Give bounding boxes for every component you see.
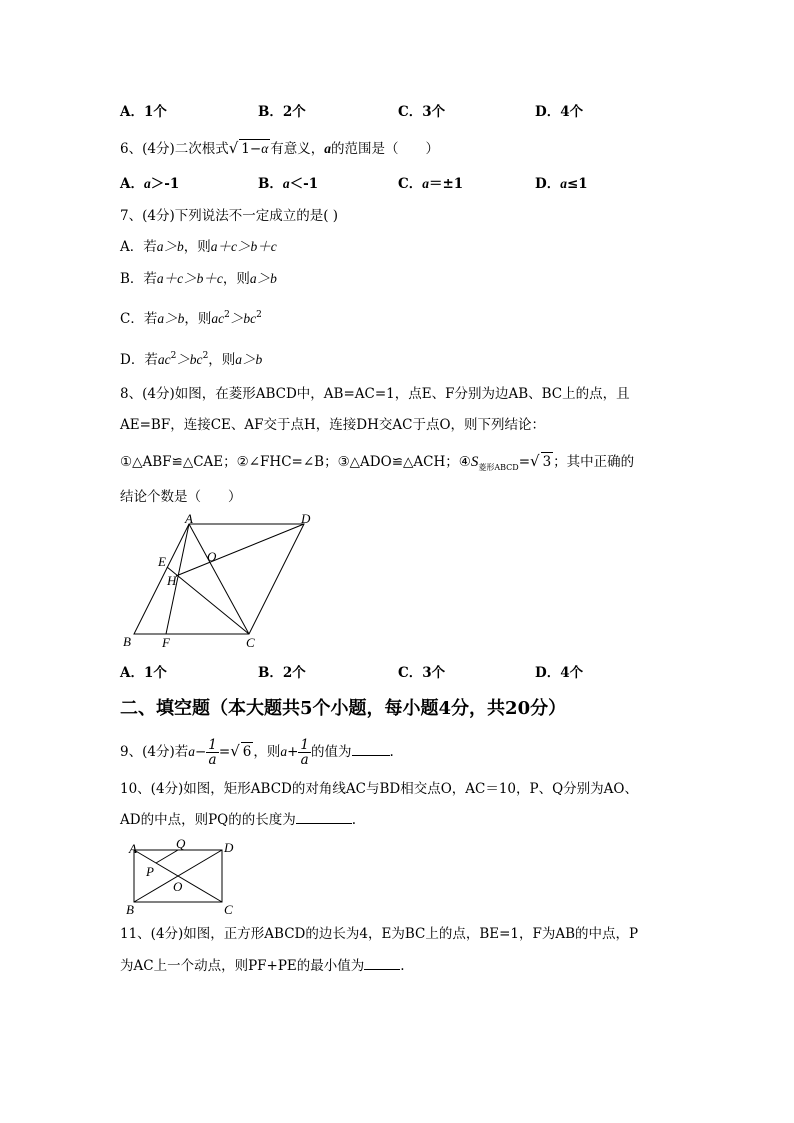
label-c: C <box>224 902 233 917</box>
q8-line2: AE=BF，连接CE、AF交于点H，连接DH交AC于点O，则下列结论： <box>120 417 546 433</box>
q7-stem: 7、(4分)下列说法不一定成立的是( ) <box>120 208 339 224</box>
q8-line4: 结论个数是（ ） <box>120 489 242 505</box>
label-o: O <box>173 879 183 894</box>
label-f: F <box>162 635 170 650</box>
q8-option-c: C．3个 <box>398 665 446 681</box>
label-d: D <box>301 512 311 526</box>
label-e: E <box>158 554 166 569</box>
q11-line2: 为AC上一个动点，则PF+PE的最小值为 . <box>120 958 405 974</box>
q8-line1: 8、(4分)如图，在菱形ABCD中，AB=AC=1，点E、F分别为边AB、BC上的点，且 <box>120 386 630 402</box>
segment-dh <box>176 524 304 576</box>
q8-rhombus-figure <box>115 512 325 652</box>
q6-option-d: D．a≤1 <box>535 176 588 192</box>
q6-option-a: A．a＞-1 <box>120 176 180 192</box>
q5-option-b: B．2个 <box>258 104 306 120</box>
q6-radicand: 1−α <box>241 141 269 157</box>
segment-ce <box>167 567 249 634</box>
label-o: O <box>207 549 217 564</box>
label-q: Q <box>176 836 186 851</box>
q7-option-a: A．若a＞b，则a＋c＞b＋c <box>120 239 277 255</box>
q5-option-d: D．4个 <box>535 104 584 120</box>
q10-rectangle-figure <box>120 836 250 920</box>
q9-answer-blank[interactable] <box>352 755 390 756</box>
q7-option-b: B．若a＋c＞b＋c，则a＞b <box>120 271 277 287</box>
q10-answer-blank[interactable] <box>296 823 352 824</box>
q11-answer-blank[interactable] <box>364 969 400 970</box>
q5-option-c: C．3个 <box>398 104 446 120</box>
q10-line2: AD的中点，则PQ的的长度为 . <box>120 812 357 828</box>
label-b: B <box>123 634 131 649</box>
label-a: A <box>185 512 193 526</box>
q5-option-a: A．1个 <box>120 104 167 120</box>
label-p: P <box>146 864 154 879</box>
label-b: B <box>126 902 134 917</box>
label-d: D <box>224 840 234 855</box>
diagonal-ac <box>189 524 249 634</box>
q6-option-c: C．a＝±1 <box>398 176 464 192</box>
q8-option-b: B．2个 <box>258 665 306 681</box>
section-title: 二、填空题（本大题共5个小题，每小题4分，共20分） <box>120 698 567 719</box>
q7-option-d: D．若$ac^2>bc^2$，则a＞b <box>120 351 263 368</box>
q9-stem: 9、(4分)若a− $\frac{1}{a}$ =√ 6 ，则a+ $\frac{1}{a}$ 的值为 . <box>120 737 394 768</box>
q6-option-b: B．a＜-1 <box>258 176 319 192</box>
q8-option-a: A．1个 <box>120 665 167 681</box>
label-c: C <box>246 635 255 650</box>
q11-line1: 11、(4分)如图，正方形ABCD的边长为4，E为BC上的点，BE=1，F为AB的中点，P <box>120 926 639 942</box>
q8-option-d: D．4个 <box>535 665 584 681</box>
q10-line1: 10、(4分)如图，矩形ABCD的对角线AC与BD相交点O，AC＝10，P、Q分别为AO、 <box>120 781 638 797</box>
q6-prefix: 6、(4分)二次根式 <box>120 141 229 157</box>
q7-option-c: C．若a＞b，则$ac^2>bc^2$ <box>120 310 262 327</box>
segment-pq <box>156 850 178 863</box>
label-a: A <box>129 841 137 856</box>
q6-stem: 6、(4分)二次根式√ 1−α 有意义，a的范围是（ ） <box>120 139 440 157</box>
label-h: H <box>167 573 177 588</box>
q8-line3: ①△ABF≌△CAE；②∠FHC=∠B；③△ADO≌△ACH；$④S_{菱形ABCD}=√$ 3 ；其中正确的 <box>120 452 635 472</box>
